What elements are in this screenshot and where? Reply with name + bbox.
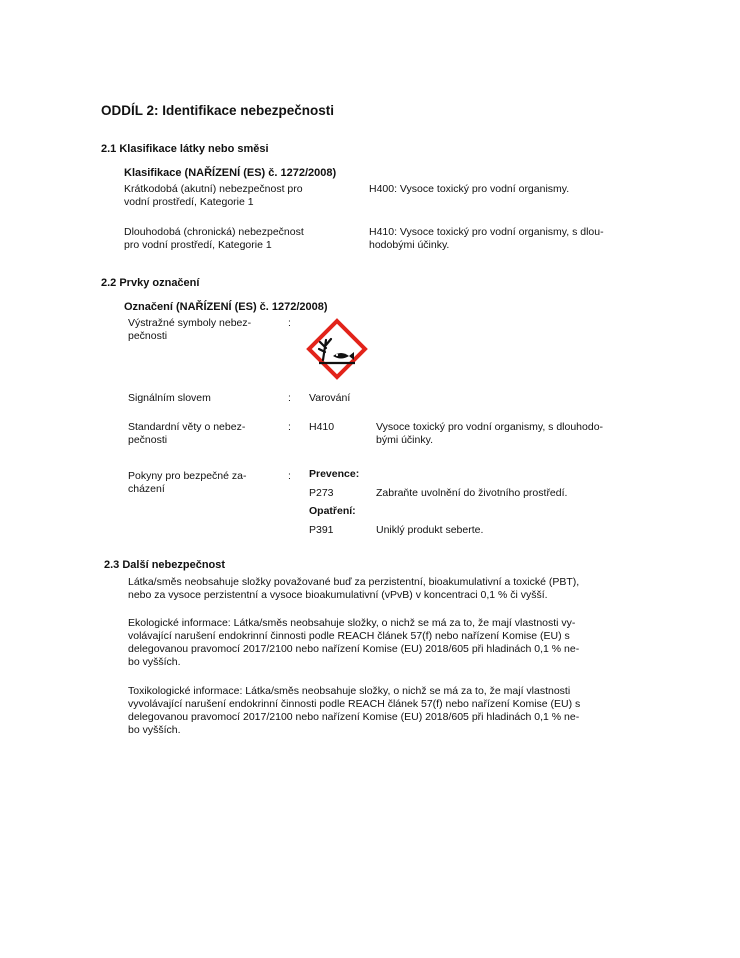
response-code: P391 — [309, 524, 334, 536]
pictogram-colon: : — [288, 317, 291, 329]
signal-word-colon: : — [288, 392, 291, 404]
section-title: ODDÍL 2: Identifikace nebezpečnosti — [101, 103, 335, 118]
classification-heading: 2.1 Klasifikace látky nebo směsi — [101, 143, 269, 155]
classification-statement-1: H400: Vysoce toxický pro vodní organismy. — [369, 183, 570, 195]
ecological-paragraph: Ekologické informace: Látka/směs neobsahuje složky, o nichž se má za to, že mají vlastnosti vy- volávající narušení endokrinní činnosti podle REACH článek 57(f) nebo nařízení Komise (EU) s delegovanou pravomocí 2017/2100 nebo nařízení Komise (EU) 2018/605 při hladinách 0,1 % ne- bo vyšších. — [128, 617, 580, 668]
pictogram-label: Výstražné symboly nebez- pečnosti — [128, 317, 252, 342]
pbt-paragraph: Látka/směs neobsahuje složky považované buď za perzistentní, bioakumulativní a toxické (PBT), nebo za vysoce perzistentní a vysoce bioakumulativní (vPvB) v koncentraci 0,1 % či vyšší. — [128, 576, 580, 601]
other-hazards-heading: 2.3 Další nebezpečnost — [104, 559, 226, 571]
response-heading: Opatření: — [309, 505, 356, 517]
signal-word: Varování — [309, 392, 351, 404]
environment-hazard-pictogram-icon — [306, 318, 368, 380]
classification-regulation: Klasifikace (NAŘÍZENÍ (ES) č. 1272/2008) — [124, 167, 337, 179]
hazard-code: H410 — [309, 421, 335, 433]
label-elements-heading: 2.2 Prvky označení — [101, 277, 200, 289]
hazard-text: Vysoce toxický pro vodní organismy, s dlouhodo- bými účinky. — [376, 421, 604, 446]
response-text: Uniklý produkt seberte. — [376, 524, 484, 536]
prevention-code: P273 — [309, 487, 334, 499]
hazard-statements-colon: : — [288, 421, 291, 433]
label-elements-regulation: Označení (NAŘÍZENÍ (ES) č. 1272/2008) — [124, 301, 328, 313]
prevention-text: Zabraňte uvolnění do životního prostředí. — [376, 487, 568, 499]
toxicological-paragraph: Toxikologické informace: Látka/směs neobsahuje složky, o nichž se má za to, že mají vlastnosti vyvolávající narušení endokrinní činnosti podle REACH článek 57(f) nebo nařízení Komise (EU) s delegovanou pravomocí 2017/2100 nebo nařízení Komise (EU) 2018/605 při hladinách 0,1 % ne- bo vyšších. — [128, 685, 581, 736]
classification-hazard-2: Dlouhodobá (chronická) nebezpečnost pro vodní prostředí, Kategorie 1 — [124, 226, 304, 251]
precautionary-colon: : — [288, 470, 291, 482]
precautionary-label: Pokyny pro bezpečné za- cházení — [128, 470, 247, 495]
hazard-statements-label: Standardní věty o nebez- pečnosti — [128, 421, 246, 446]
signal-word-label: Signálním slovem — [128, 392, 211, 404]
classification-statement-2: H410: Vysoce toxický pro vodní organismy, s dlou- hodobými účinky. — [369, 226, 604, 251]
prevention-heading: Prevence: — [309, 468, 360, 480]
classification-hazard-1: Krátkodobá (akutní) nebezpečnost pro vodní prostředí, Kategorie 1 — [124, 183, 303, 208]
